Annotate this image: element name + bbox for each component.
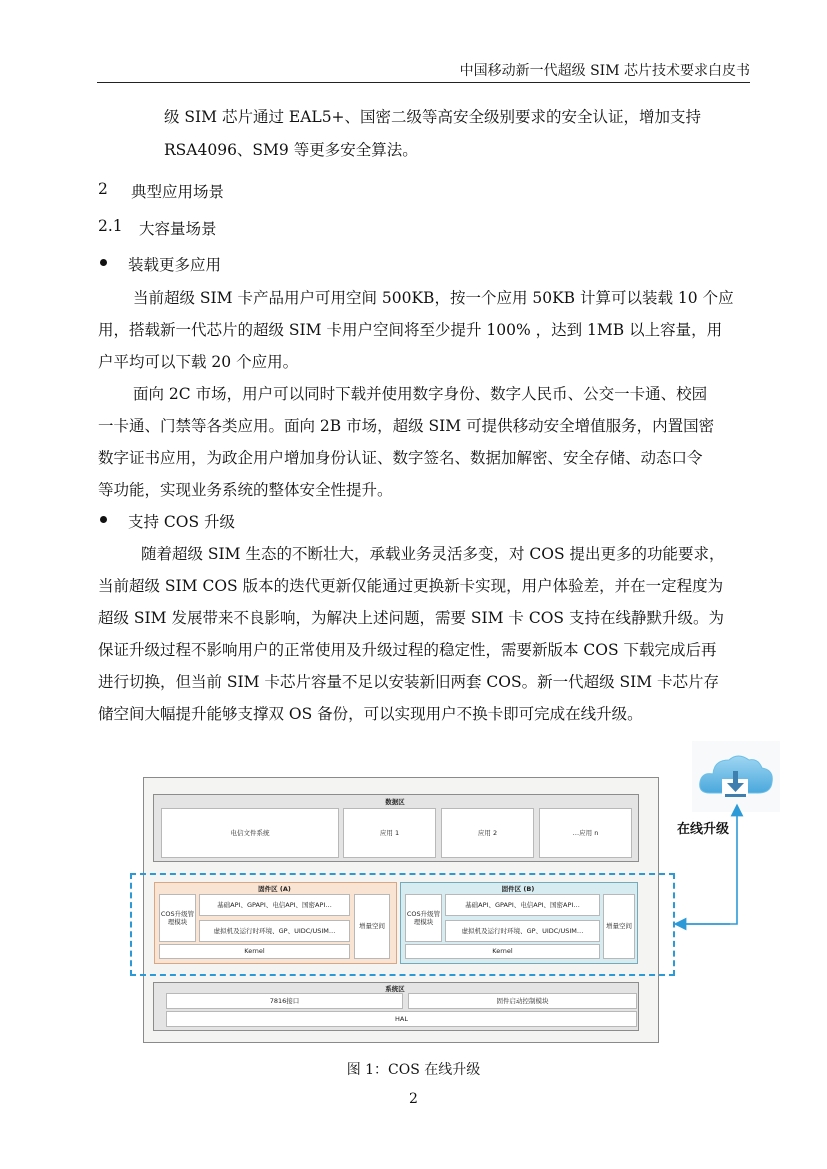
section-2-1-title: 大容量场景 [139, 220, 217, 238]
intro-line-1: 级 SIM 芯片通过 EAL5+、国密二级等高安全级别要求的安全认证，增加支持 [164, 108, 702, 126]
telecom-filesystem-cell: 电信文件系统 [161, 808, 339, 858]
section-2-1-number: 2.1 [98, 217, 123, 235]
app-2-cell: 应用 2 [441, 808, 534, 858]
bullet-1-para2-line-2: 一卡通、门禁等各类应用。面向 2B 市场，超级 SIM 可提供移动安全增值服务，内置国密 [98, 417, 715, 435]
firmware-b-kernel: Kernel [405, 944, 600, 959]
header-title: 中国移动新一代超级 SIM 芯片技术要求白皮书 [459, 63, 750, 79]
system-zone-title: 系统区 [385, 985, 405, 993]
firmware-b-vm-row: 虚拟机及运行时环境、GP、UIDC/USIM… [445, 920, 600, 942]
bullet-1-para2-line-3: 数字证书应用，为政企用户增加身份认证、数字签名、数据加解密、安全存储、动态口令 [98, 449, 703, 467]
firmware-b-cos-module: COS升级管理模块 [405, 894, 442, 942]
bullet-2-line-3: 超级 SIM 发展带来不良影响，为解决上述问题，需要 SIM 卡 COS 支持在线静默升级。为 [98, 609, 724, 627]
online-upgrade-label: 在线升级 [677, 822, 730, 837]
boot-control-cell: 固件启动控制模块 [408, 993, 637, 1009]
firmware-a-incremental-space: 增量空间 [354, 894, 390, 959]
data-zone-title: 数据区 [385, 798, 405, 806]
bullet-dot-1 [100, 259, 107, 266]
bullet-2-line-2: 当前超级 SIM COS 版本的迭代更新仅能通过更换新卡实现，用户体验差，并在一定程度为 [98, 577, 724, 595]
firmware-a-vm-row: 虚拟机及运行时环境、GP、UIDC/USIM… [199, 920, 350, 942]
bullet-2-line-5: 进行切换，但当前 SIM 卡芯片容量不足以安装新旧两套 COS。新一代超级 SIM 卡芯片存 [98, 673, 720, 691]
iface-7816-cell: 7816接口 [166, 993, 403, 1009]
bullet-dot-2 [100, 516, 107, 523]
page-number: 2 [409, 1091, 418, 1107]
section-2-number: 2 [98, 180, 108, 198]
bullet-1-para2-line-4: 等功能，实现业务系统的整体安全性提升。 [98, 481, 393, 499]
firmware-b-incremental-space: 增量空间 [603, 894, 635, 959]
hal-cell: HAL [166, 1011, 637, 1027]
intro-line-2: RSA4096、SM9 等更多安全算法。 [164, 141, 418, 159]
bullet-2-title: 支持 COS 升级 [128, 513, 236, 531]
app-n-cell: …应用 n [539, 808, 632, 858]
firmware-b-title: 固件区 (B) [501, 885, 535, 893]
firmware-b-api-row: 基础API、GPAPI、电信API、国密API… [445, 894, 600, 916]
figure-caption: 图 1：COS 在线升级 [346, 1062, 481, 1078]
bullet-2-line-1: 随着超级 SIM 生态的不断壮大，承载业务灵活多变，对 COS 提出更多的功能要求， [141, 545, 725, 563]
bullet-1-para1-line-3: 户平均可以下载 20 个应用。 [98, 353, 299, 371]
firmware-a-api-row: 基础API、GPAPI、电信API、国密API… [199, 894, 350, 916]
bullet-1-para2-line-1: 面向 2C 市场，用户可以同时下载并使用数字身份、数字人民币、公交一卡通、校园 [133, 385, 708, 403]
firmware-a-title: 固件区 (A) [258, 885, 291, 893]
bullet-1-para1-line-1: 当前超级 SIM 卡产品用户可用空间 500KB，按一个应用 50KB 计算可以装载 10 个应 [133, 289, 734, 307]
upgrade-region-dashed-frame [130, 873, 675, 976]
upgrade-arrow [670, 790, 750, 940]
bullet-2-line-4: 保证升级过程不影响用户的正常使用及升级过程的稳定性，需要新版本 COS 下载完成后再 [98, 641, 717, 659]
firmware-a-cos-module: COS升级管理模块 [159, 894, 196, 942]
app-1-cell: 应用 1 [343, 808, 436, 858]
bullet-1-title: 装载更多应用 [128, 256, 222, 274]
bullet-1-para1-line-2: 用，搭载新一代芯片的超级 SIM 卡用户空间将至少提升 100% ，达到 1MB 以上容量，用 [98, 321, 723, 339]
section-2-title: 典型应用场景 [131, 183, 225, 201]
header-rule [97, 82, 750, 83]
bullet-2-line-6: 储空间大幅提升能够支撑双 OS 备份，可以实现用户不换卡即可完成在线升级。 [98, 705, 643, 723]
firmware-a-kernel: Kernel [159, 944, 350, 959]
